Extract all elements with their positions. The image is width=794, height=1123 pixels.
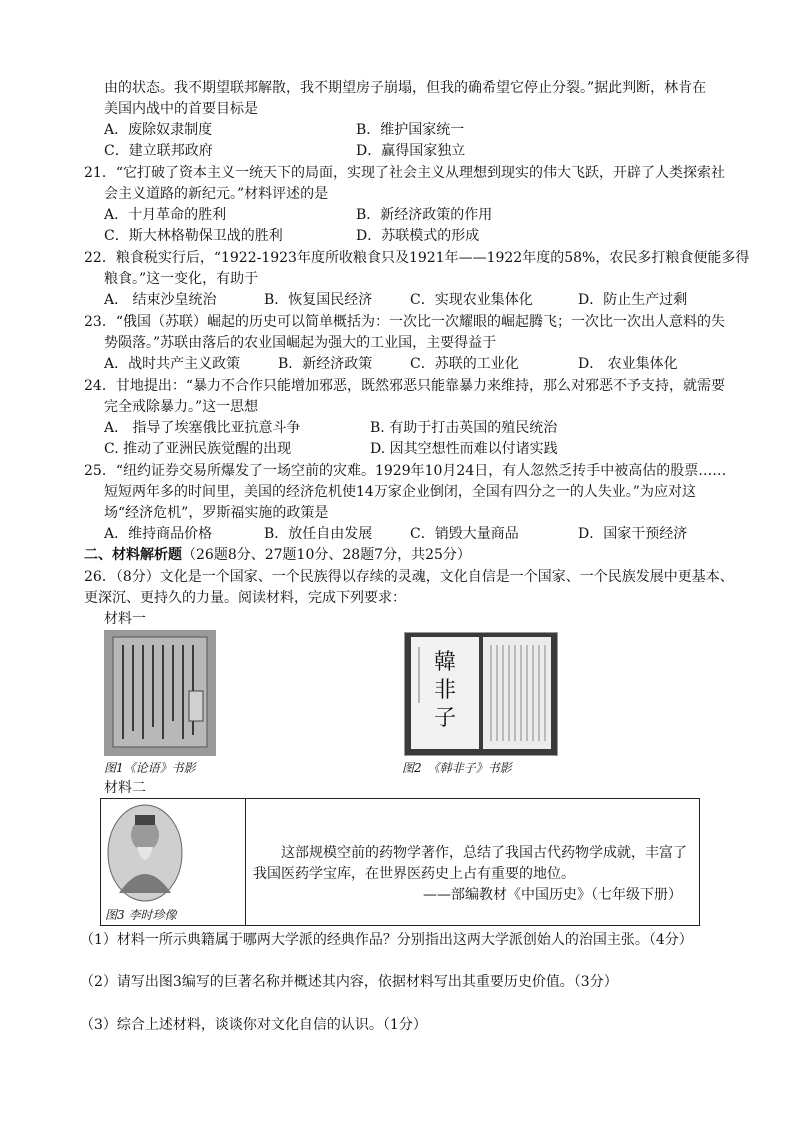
li-shizhen-cell [107,803,239,921]
q22-stem-line1: 22．粮食税实行后，“1922-1923年度所收粮食只及1921年——1922年度的58%，农民多打粮食便能多得 [84,250,750,266]
lunyu-page-drawing [105,631,215,755]
section-title: 二、材料解析题 [84,547,182,563]
q22-stem-line2: 粮食。”这一变化，有助于 [104,271,259,287]
q26-sub3: （3）综合上述材料，谈谈你对文化自信的认识。（1分） [80,1017,427,1033]
q20-stem-line1: 由的状态。我不期望联邦解散，我不期望房子崩塌，但我的确希望它停止分裂。”据此判断，林肯在 [104,80,707,96]
lunyu-book-image [104,630,216,756]
q23-option-c: C．苏联的工业化 [410,356,519,372]
section-note: （26题8分、27题10分、28题7分，共25分） [182,547,471,563]
q22-option-c: C．实现农业集体化 [410,292,533,308]
q25-option-a: A．维持商品价格 [104,526,213,542]
q23-option-b: B．新经济政策 [278,356,373,372]
q24-option-c: C. 推动了亚洲民族觉醒的出现 [104,441,292,457]
q24-option-d: D. 因其空想性而难以付诸实践 [370,441,558,457]
q22-option-b: B．恢复国民经济 [264,292,373,308]
material2-source: ——部编教材《中国历史》（七年级下册） [423,887,682,903]
q21-option-c: C．斯大林格勒保卫战的胜利 [104,228,283,244]
q26-stem-line1: 26．（8分）文化是一个国家、一个民族得以存续的灵魂，文化自信是一个国家、一个民族发展中更基本、 [84,569,734,585]
q25-option-c: C．销毁大量商品 [410,526,519,542]
q24-stem-line2: 完全戒除暴力。”这一思想 [104,399,259,415]
material2-label: 材料二 [104,780,146,796]
q24-stem-line1: 24．甘地提出：“暴力不合作只能增加邪恶，既然邪恶只能靠暴力来维持，那么对邪恶不予支持，就需要 [84,378,725,394]
q24-option-b: B. 有助于打击英国的殖民统治 [370,420,558,436]
q25-stem-line2: 短短两年多的时间里，美国的经济危机使14万家企业倒闭，全国有四分之一的人失业。”为应对这 [104,484,696,500]
q23-option-d: D． 农业集体化 [578,356,678,372]
fig2-caption: 图2 《韩非子》书影 [402,761,512,775]
q25-stem-line1: 25．“纽约证券交易所爆发了一场空前的灾难。1929年10月24日，有人忽然乏抟手中被高估的股票…… [84,463,727,479]
hanfeizi-title-char3: 子 [433,706,457,731]
q23-stem-line2: 势陨落。”苏联由落后的农业国崛起为强大的工业国，主要得益于 [104,335,497,351]
hanfeizi-title-char2: 非 [433,678,457,703]
li-shizhen-portrait [107,803,185,903]
q21-option-d: D．苏联模式的形成 [356,228,480,244]
table-divider [245,799,246,925]
q23-stem-line1: 23．“俄国（苏联）崛起的历史可以简单概括为：一次比一次耀眼的崛起腾飞；一次比一次出人意料的失 [84,314,725,330]
q20-option-b: B．维护国家统一 [356,122,465,138]
hanfeizi-book-image [404,632,558,756]
q20-option-d: D．赢得国家独立 [356,143,466,159]
q26-stem-line2: 更深沉、更持久的力量。阅读材料，完成下列要求： [84,590,406,606]
q20-option-c: C．建立联邦政府 [104,143,213,159]
q21-option-b: B．新经济政策的作用 [356,207,493,223]
q22-option-a: A． 结束沙皇统治 [104,292,217,308]
hanfeizi-page-drawing [405,633,557,755]
q25-stem-line3: 场“经济危机”，罗斯福实施的政策是 [104,505,329,521]
material1-label: 材料一 [104,611,146,627]
fig1-caption: 图1《论语》书影 [104,761,196,775]
material2-text-line1: 这部规模空前的药物学著作，总结了我国古代药物学成就，丰富了 [281,845,687,861]
material2-text-line2: 我国医药学宝库，在世界医药史上占有重要的地位。 [253,866,575,882]
q20-option-a: A．废除奴隶制度 [104,122,213,138]
q26-sub1: （1）材料一所示典籍属于哪两大学派的经典作品？分别指出这两大学派创始人的治国主张。（4分） [80,932,693,948]
section-heading [84,545,471,565]
fig3-caption: 图3 李时珍像 [105,908,177,922]
q21-option-a: A．十月革命的胜利 [104,207,227,223]
q20-stem-line2: 美国内战中的首要目标是 [104,101,258,117]
q23-option-a: A．战时共产主义政策 [104,356,241,372]
q21-stem-line2: 会主义道路的新纪元。”材料评述的是 [104,186,329,202]
q25-option-d: D．国家干预经济 [578,526,688,542]
q25-option-b: B．放任自由发展 [264,526,373,542]
q24-option-a: A． 指导了埃塞俄比亚抗意斗争 [104,420,301,436]
material2-table [100,798,700,926]
q22-option-d: D．防止生产过剩 [578,292,688,308]
q26-sub2: （2）请写出图3编写的巨著名称并概述其内容，依据材料写出其重要历史价值。（3分） [80,974,618,990]
hanfeizi-title-char1: 韓 [433,650,457,675]
q21-stem-line1: 21．“它打破了资本主义一统天下的局面，实现了社会主义从理想到现实的伟大飞跃，开辟了人类探索社 [84,165,725,181]
